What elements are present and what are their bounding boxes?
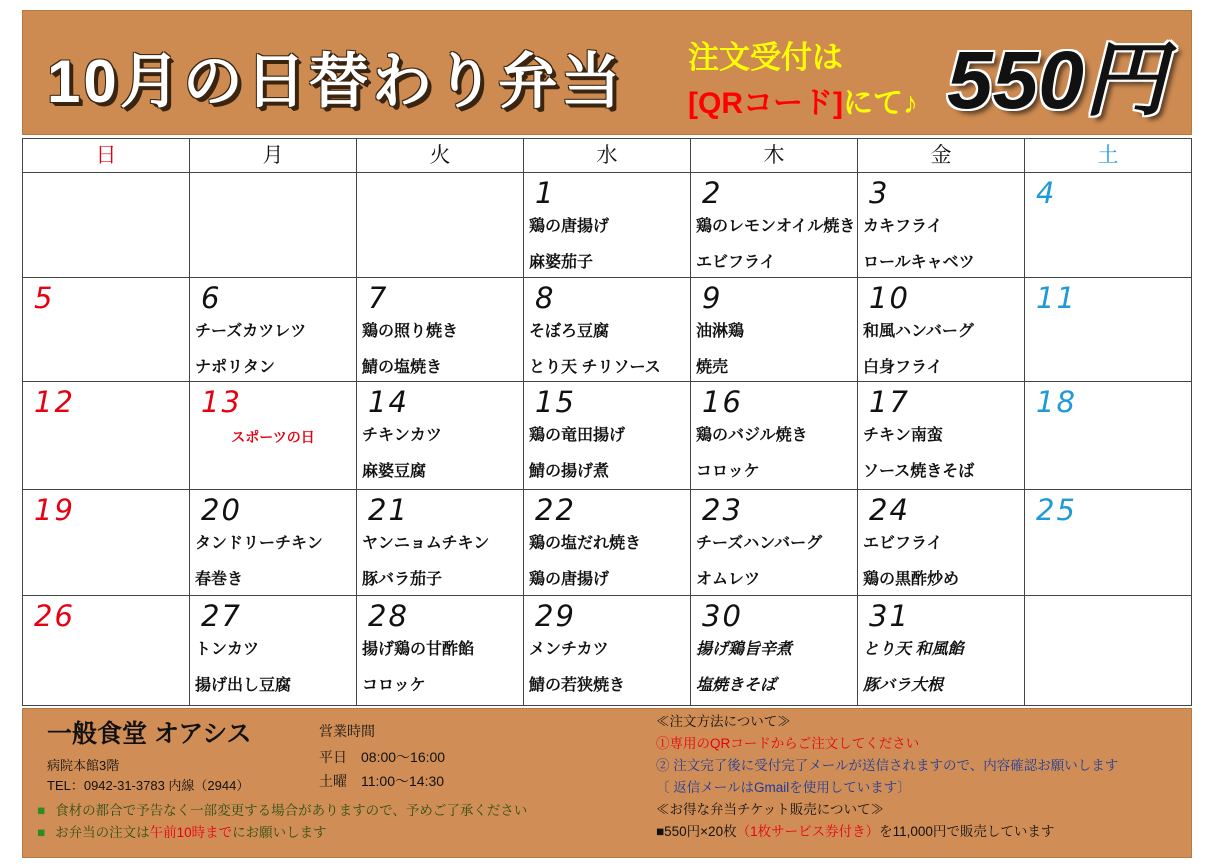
day-number: 25 <box>1036 493 1077 527</box>
day-number: 27 <box>201 599 242 633</box>
shop-phone: TEL：0942-31-3783 内線（2944） <box>47 778 250 793</box>
menu-item: 春巻き <box>195 571 244 588</box>
day-number: 21 <box>368 493 409 527</box>
shop-name: 一般食堂 オアシス <box>47 720 252 748</box>
menu-item: 塩焼きそば <box>696 677 777 694</box>
weekday-monday: 月 <box>190 139 357 173</box>
menu-item: 鯖の塩焼き <box>362 359 443 376</box>
hours-time: 11:00～14:30 <box>361 773 445 789</box>
header-banner <box>22 10 1192 135</box>
menu-item: チーズハンバーグ <box>696 535 823 552</box>
weekday-header-row <box>22 138 1192 173</box>
day-number: 7 <box>368 281 389 315</box>
day-number: 2 <box>702 176 723 210</box>
day-number: 5 <box>34 281 55 315</box>
notice-text: お弁当の注文は <box>55 825 150 840</box>
menu-item: チキンカツ <box>362 427 442 444</box>
menu-item: トンカツ <box>195 641 260 658</box>
menu-item: 油淋鶏 <box>696 323 745 340</box>
day-cell-11 <box>1025 278 1192 382</box>
day-number: 20 <box>201 493 242 527</box>
ticket-text: ■550円×20枚 <box>656 824 737 839</box>
day-number: 23 <box>702 493 743 527</box>
business-hours-title: 営業時間 <box>319 723 375 739</box>
shop-location: 病院本館3階 <box>47 758 120 773</box>
menu-item: 白身フライ <box>863 359 943 376</box>
weekday-saturday: 土 <box>1025 139 1192 173</box>
menu-item: ソース焼きそば <box>863 463 975 480</box>
menu-item: エビフライ <box>696 254 776 271</box>
day-number: 14 <box>368 385 409 419</box>
day-cell-27 <box>190 596 357 706</box>
empty-day-cell <box>1025 596 1192 706</box>
day-cell-13 <box>190 382 357 490</box>
day-number: 9 <box>702 281 723 315</box>
empty-day-cell <box>23 173 190 278</box>
menu-item: 麻婆茄子 <box>529 254 594 271</box>
day-cell-2 <box>691 173 858 278</box>
day-cell-18 <box>1025 382 1192 490</box>
day-number: 26 <box>34 599 75 633</box>
menu-item: 揚げ出し豆腐 <box>195 677 292 694</box>
day-cell-17 <box>858 382 1025 490</box>
day-cell-19 <box>23 490 190 596</box>
empty-day-cell <box>190 173 357 278</box>
day-cell-21 <box>357 490 524 596</box>
order-method-section <box>656 711 1118 843</box>
business-hours-saturday <box>319 772 444 790</box>
menu-item: とり天 和風餡 <box>863 641 964 658</box>
day-number: 11 <box>1036 281 1077 315</box>
menu-item: 鶏の唐揚げ <box>529 571 610 588</box>
day-cell-12 <box>23 382 190 490</box>
calendar-grid <box>22 173 1192 706</box>
day-cell-29 <box>524 596 691 706</box>
menu-item: 鶏の照り焼き <box>362 323 459 340</box>
day-number: 19 <box>34 493 75 527</box>
day-cell-30 <box>691 596 858 706</box>
day-cell-6 <box>190 278 357 382</box>
qr-code-label: [QRコード] <box>688 87 843 120</box>
day-number: 28 <box>368 599 409 633</box>
day-cell-3 <box>858 173 1025 278</box>
menu-item: コロッケ <box>696 463 760 480</box>
day-number: 15 <box>535 385 576 419</box>
day-number: 1 <box>535 176 556 210</box>
menu-item: カキフライ <box>863 218 943 235</box>
day-cell-26 <box>23 596 190 706</box>
day-cell-20 <box>190 490 357 596</box>
order-method-title: ≪注文方法について≫ <box>656 714 791 729</box>
day-number: 30 <box>702 599 743 633</box>
day-number: 4 <box>1036 176 1057 210</box>
menu-item: 焼売 <box>696 359 729 376</box>
day-cell-31 <box>858 596 1025 706</box>
menu-item: メンチカツ <box>529 641 609 658</box>
menu-item: 揚げ鶏の甘酢餡 <box>362 641 475 658</box>
menu-item: ロールキャベツ <box>863 254 975 271</box>
menu-item: 鶏のレモンオイル焼き <box>696 218 856 235</box>
day-cell-25 <box>1025 490 1192 596</box>
day-number: 13 <box>201 385 242 419</box>
business-hours-weekday <box>319 748 445 766</box>
menu-item: タンドリーチキン <box>195 535 323 552</box>
day-number: 31 <box>869 599 910 633</box>
weekday-wednesday: 水 <box>524 139 691 173</box>
page-title: 10月の日替わり弁当 <box>47 48 624 115</box>
menu-item: 鯖の揚げ煮 <box>529 463 610 480</box>
menu-item: 豚バラ大根 <box>863 677 944 694</box>
menu-item: 鶏の竜田揚げ <box>529 427 626 444</box>
ticket-info <box>656 821 1118 843</box>
menu-item: 鶏のバジル焼き <box>696 427 808 444</box>
holiday-label: スポーツの日 <box>231 429 315 445</box>
day-number: 10 <box>869 281 910 315</box>
weekday-thursday: 木 <box>691 139 858 173</box>
day-number: 24 <box>869 493 910 527</box>
menu-item: チーズカツレツ <box>195 323 307 340</box>
menu-item: とり天 チリソース <box>529 359 661 376</box>
notice-text-tail: にお願いします <box>232 825 327 840</box>
price-label: 550円 <box>947 35 1166 126</box>
day-cell-7 <box>357 278 524 382</box>
order-step-1: ①専用のQRコードからご注文してください <box>656 736 920 751</box>
day-cell-10 <box>858 278 1025 382</box>
day-cell-16 <box>691 382 858 490</box>
notice-order-deadline <box>37 824 327 842</box>
menu-item: ナポリタン <box>195 359 276 376</box>
hours-time: 08:00～16:00 <box>361 749 446 765</box>
order-notice-suffix: にて♪ <box>842 87 918 120</box>
day-cell-9 <box>691 278 858 382</box>
day-cell-14 <box>357 382 524 490</box>
menu-item: 麻婆豆腐 <box>362 463 427 480</box>
day-number: 8 <box>535 281 556 315</box>
menu-item: オムレツ <box>696 571 761 588</box>
hours-label: 平日 <box>319 749 347 765</box>
empty-day-cell <box>357 173 524 278</box>
bullet-square-icon: ■ <box>37 803 46 818</box>
notice-deadline-highlight: 午前10時まで <box>149 825 233 840</box>
weekday-tuesday: 火 <box>357 139 524 173</box>
menu-item: 鶏の黒酢炒め <box>863 571 960 588</box>
monthly-calendar <box>22 138 1192 706</box>
day-cell-4 <box>1025 173 1192 278</box>
notice-text: 食材の都合で予告なく一部変更する場合がありますので、予めご了承ください <box>55 803 528 818</box>
order-notice-line1: 注文受付は <box>688 40 843 75</box>
day-cell-22 <box>524 490 691 596</box>
day-number: 12 <box>34 385 75 419</box>
order-step-2: ② 注文完了後に受付完了メールが送信されますので、内容確認お願いします <box>656 758 1119 773</box>
menu-item: 鶏の唐揚げ <box>529 218 610 235</box>
day-cell-24 <box>858 490 1025 596</box>
day-cell-23 <box>691 490 858 596</box>
menu-item: 和風ハンバーグ <box>863 323 974 340</box>
day-number: 29 <box>535 599 576 633</box>
day-number: 6 <box>201 281 222 315</box>
day-number: 18 <box>1036 385 1077 419</box>
ticket-title: ≪お得な弁当チケット販売について≫ <box>656 802 885 817</box>
day-cell-28 <box>357 596 524 706</box>
day-number: 3 <box>869 176 890 210</box>
weekday-sunday: 日 <box>23 139 190 173</box>
hours-label: 土曜 <box>319 773 347 789</box>
reply-mail-note: 〔 返信メールはGmailを使用しています〕 <box>656 780 911 795</box>
day-cell-8 <box>524 278 691 382</box>
ticket-bonus-highlight: （1枚サービス券付き） <box>736 824 880 839</box>
day-number: 17 <box>869 385 910 419</box>
menu-item: エビフライ <box>863 535 943 552</box>
menu-item: 揚げ鶏旨辛煮 <box>696 641 793 658</box>
footer-info-panel <box>22 708 1192 858</box>
menu-item: そぼろ豆腐 <box>529 323 610 340</box>
menu-item: 鯖の若狭焼き <box>529 677 626 694</box>
day-cell-15 <box>524 382 691 490</box>
menu-item: 豚バラ茄子 <box>362 571 443 588</box>
day-cell-1 <box>524 173 691 278</box>
menu-item: ヤンニョムチキン <box>362 535 490 552</box>
weekday-friday: 金 <box>858 139 1025 173</box>
notice-menu-change <box>37 802 527 820</box>
order-notice-line2 <box>688 86 918 122</box>
day-number: 22 <box>535 493 576 527</box>
ticket-text-tail: を11,000円で販売しています <box>879 824 1055 839</box>
day-cell-5 <box>23 278 190 382</box>
menu-item: チキン南蛮 <box>863 427 943 444</box>
bullet-square-icon: ■ <box>37 825 46 840</box>
menu-item: 鶏の塩だれ焼き <box>529 535 642 552</box>
menu-item: コロッケ <box>362 677 426 694</box>
day-number: 16 <box>702 385 743 419</box>
